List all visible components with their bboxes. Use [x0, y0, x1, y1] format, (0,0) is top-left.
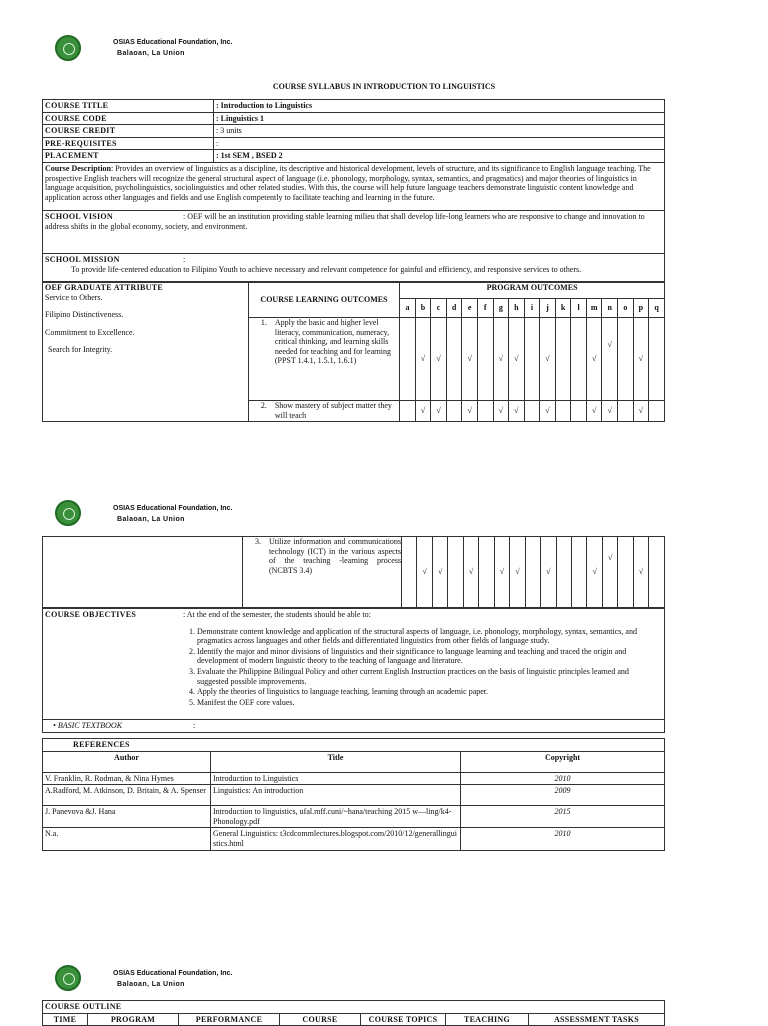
- ref-copyright: 2009: [461, 785, 665, 806]
- po-check-cell: [463, 537, 478, 608]
- po-check-cell: [446, 318, 462, 401]
- check-mark-icon: √: [498, 406, 503, 416]
- po-letter: h: [509, 299, 525, 318]
- po-check-cell: [415, 318, 431, 401]
- check-mark-icon: √: [467, 354, 472, 364]
- po-letter: q: [649, 299, 665, 318]
- po-check-cell: [400, 318, 416, 401]
- po-check-cell: [540, 401, 556, 422]
- clo-cell: [248, 401, 399, 422]
- institution-name: OSIAS Educational Foundation, Inc.: [113, 970, 233, 977]
- basic-textbook-colon: :: [193, 721, 196, 730]
- ref-title: Linguistics: An introduction: [211, 785, 461, 806]
- ref-author: J. Panevova &J. Hana: [43, 806, 211, 828]
- course-title-label: COURSE TITLE: [43, 100, 214, 113]
- po-check-cell: [431, 401, 447, 422]
- graduate-attributes: [43, 282, 249, 422]
- po-letter: e: [462, 299, 478, 318]
- mission-label: SCHOOL MISSION: [45, 254, 120, 264]
- po-check-cell: [633, 537, 648, 608]
- references-label: REFERENCES: [43, 739, 665, 752]
- attribute-item: Filipino Distinctiveness.: [45, 310, 124, 320]
- po-letter: a: [400, 299, 416, 318]
- po-letter: k: [555, 299, 571, 318]
- institution-location: Balaoan, La Union: [117, 981, 185, 988]
- po-letter: d: [446, 299, 462, 318]
- course-outline-table: [42, 1000, 665, 1026]
- po-check-cell: [417, 537, 432, 608]
- po-check-cell: [525, 537, 540, 608]
- objective-item: 4. Apply the theories of linguistics to language teaching, learning through an academic paper.: [197, 687, 660, 697]
- course-credit-label: COURSE CREDIT: [43, 125, 214, 138]
- institution-name: OSIAS Educational Foundation, Inc.: [113, 39, 233, 46]
- attribute-item: Service to Others.: [45, 292, 103, 302]
- vision-text: : OEF will be an institution providing stable learning milieu that shall develop life-long learners who are responsive to change and innovation to address shifts in the global economy, society, and environment.: [45, 211, 645, 231]
- school-mission: [43, 253, 665, 282]
- po-check-cell: [587, 537, 602, 608]
- check-mark-icon: √: [437, 567, 443, 577]
- mission-colon: :: [183, 254, 186, 264]
- po-letter: i: [524, 299, 540, 318]
- clo-text: Apply the basic and higher level literacy, communication, numeracy, critical thinking, and learning skills needed for teaching and for learning (PPST 1.4.1, 1.5.1, 1.6.1): [274, 318, 392, 366]
- objectives-label: COURSE OBJECTIVES: [45, 610, 137, 619]
- po-check-cell: [402, 537, 417, 608]
- po-check-cell: [494, 537, 509, 608]
- po-check-cell: [448, 537, 463, 608]
- po-check-cell: [618, 401, 634, 422]
- check-mark-icon: √: [591, 406, 597, 416]
- check-mark-icon: √: [498, 354, 503, 364]
- outline-col-course: COURSE: [280, 1013, 361, 1026]
- vision-label: SCHOOL VISION: [45, 211, 113, 221]
- po-check-cell: [572, 537, 587, 608]
- check-mark-icon: √: [591, 354, 597, 364]
- prereq-label: PRE-REQUISITES: [43, 137, 214, 150]
- check-mark-icon: √: [515, 567, 520, 577]
- objectives-table: [42, 608, 665, 733]
- po-letter: l: [571, 299, 587, 318]
- clo-row: [43, 537, 665, 608]
- check-mark-icon: √: [638, 406, 644, 416]
- po-check-cell: [556, 537, 571, 608]
- description-label: Course Description: [45, 163, 111, 173]
- po-check-cell: [432, 537, 447, 608]
- check-mark-icon: √: [607, 553, 613, 563]
- course-credit-value: : 3 units: [214, 125, 665, 138]
- check-mark-icon: √: [422, 567, 427, 577]
- empty-attribute-cell: [43, 537, 243, 608]
- course-info-table: [42, 99, 665, 283]
- ref-copyright: 2015: [461, 806, 665, 828]
- outline-col-teaching: TEACHING: [446, 1013, 529, 1026]
- po-header: PROGRAM OUTCOMES: [400, 282, 665, 299]
- po-check-cell: [446, 401, 462, 422]
- course-code-value: : Linguistics 1: [214, 112, 665, 125]
- po-check-cell: [509, 318, 525, 401]
- po-letter: f: [477, 299, 493, 318]
- po-check-cell: [524, 401, 540, 422]
- po-letter: g: [493, 299, 509, 318]
- mission-text: To provide life-centered education to Filipino Youth to achieve necessary and relevant competence for gainful and efficiency, and responsive services to others.: [71, 264, 582, 274]
- col-author: Author: [43, 751, 211, 772]
- objective-item: 5. Manifest the OEF core values.: [197, 698, 660, 708]
- clo-cell: [248, 318, 399, 401]
- page-title: COURSE SYLLABUS IN INTRODUCTION TO LINGUISTICS: [272, 82, 496, 91]
- check-mark-icon: √: [545, 406, 550, 416]
- po-check-cell: [571, 401, 587, 422]
- outline-col-assessment: ASSESSMENT TASKS: [529, 1013, 665, 1026]
- po-check-cell: [400, 401, 416, 422]
- course-title-value: : Introduction to Linguistics: [214, 100, 665, 113]
- check-mark-icon: √: [468, 567, 474, 577]
- check-mark-icon: √: [467, 406, 472, 416]
- check-mark-icon: √: [546, 567, 551, 577]
- po-check-cell: [479, 537, 494, 608]
- objectives-intro: : At the end of the semester, the students should be able to:: [183, 610, 371, 619]
- ref-title: Introduction to linguistics, ufal.mff.cuni/~hana/teaching 2015 w—ling/k4- Phonology.pdf: [211, 806, 461, 828]
- institution-location: Balaoan, La Union: [117, 50, 185, 57]
- po-check-cell: [649, 318, 665, 401]
- outcomes-table-continued: [42, 536, 665, 608]
- po-check-cell: [477, 401, 493, 422]
- po-check-cell: [602, 537, 617, 608]
- course-code-label: COURSE CODE: [43, 112, 214, 125]
- placement-label: PLACEMENT: [43, 150, 214, 163]
- col-title: Title: [211, 751, 461, 772]
- outline-label: COURSE OUTLINE: [43, 1001, 665, 1014]
- po-letter: n: [602, 299, 618, 318]
- ref-title: General Linguistics: t3cdcommlectures.blogspot.com/2010/12/generallinguistics.html: [211, 828, 461, 850]
- attribute-item: Commitment to Excellence.: [45, 327, 135, 337]
- attribute-item: Search for Integrity.: [48, 345, 113, 355]
- po-check-cell: [602, 401, 618, 422]
- po-letter: o: [618, 299, 634, 318]
- po-check-cell: [509, 401, 525, 422]
- ref-author: V. Franklin, R. Rodman, & Nina Hymes: [43, 772, 211, 785]
- description-text: : Provides an overview of linguistics as a discipline, its descriptive and historical development, levels of structure, and its significance to English language teaching. The prospective English teachers will recognize the general structural aspect of language (i.e. phonology, morphology, syntax, semantics, and pragmatics) and major theories of linguistics in language acquisition, psycholinguistics, sociolinguistics and other related studies. With this, the course will help future language teachers demonstrate linguistic content knowledge and application across other languages and fields and use English competently to facilitate teaching and learning in the future.: [45, 163, 651, 202]
- po-check-cell: [431, 318, 447, 401]
- clo-header: COURSE LEARNING OUTCOMES: [248, 282, 399, 318]
- course-objectives: [43, 609, 665, 720]
- po-check-cell: [586, 318, 602, 401]
- po-check-cell: [462, 401, 478, 422]
- po-letter: c: [431, 299, 447, 318]
- po-check-cell: [555, 318, 571, 401]
- institution-name: OSIAS Educational Foundation, Inc.: [113, 505, 233, 512]
- po-check-cell: [462, 318, 478, 401]
- outline-col-program: PROGRAM: [88, 1013, 179, 1026]
- objective-item: 1. Demonstrate content knowledge and application of the structural aspects of language, i.e. phonology, morphology, syntax, semantics, and pragmatics across languages and other fields and differentiated linguistics from other fields of language study.: [197, 627, 660, 646]
- objective-item: 3. Evaluate the Philippine Bilingual Policy and other current English Instruction practices on the basis of linguistic principles learned and suggested possible improvements.: [197, 667, 660, 686]
- basic-textbook-text: BASIC TEXTBOOK: [57, 721, 123, 730]
- ref-author: A.Radford, M. Atkinson, D. Britain, & A. Spenser: [43, 785, 211, 806]
- ref-copyright: 2010: [461, 828, 665, 850]
- po-check-cell: [571, 318, 587, 401]
- school-logo: [55, 35, 81, 61]
- check-mark-icon: √: [499, 567, 505, 577]
- school-vision: [43, 210, 665, 253]
- check-mark-icon: √: [436, 354, 441, 364]
- po-letter: j: [540, 299, 556, 318]
- check-mark-icon: √: [545, 354, 550, 364]
- po-check-cell: [493, 401, 509, 422]
- po-check-cell: [649, 537, 665, 608]
- ref-title: Introduction to Linguistics: [211, 772, 461, 785]
- po-check-cell: [524, 318, 540, 401]
- check-mark-icon: √: [638, 567, 644, 577]
- po-check-cell: [633, 318, 649, 401]
- clo-cell: [242, 537, 401, 608]
- check-mark-icon: √: [514, 406, 519, 416]
- school-logo: [55, 965, 81, 991]
- clo-number: 3.: [254, 537, 261, 546]
- basic-textbook-row: [43, 720, 665, 733]
- attribute-label: OEF GRADUATE ATTRIBUTE: [45, 283, 164, 292]
- clo-number: 2.: [260, 401, 267, 410]
- institution-location: Balaoan, La Union: [117, 516, 185, 523]
- outline-col-topics: COURSE TOPICS: [361, 1013, 446, 1026]
- po-check-cell: [493, 318, 509, 401]
- po-check-cell: [633, 401, 649, 422]
- ref-author: N.a.: [43, 828, 211, 850]
- po-check-cell: [477, 318, 493, 401]
- school-logo: [55, 500, 81, 526]
- check-mark-icon: √: [514, 354, 519, 364]
- col-copyright: Copyright: [461, 751, 665, 772]
- outline-col-time: TIME: [43, 1013, 88, 1026]
- basic-textbook-label: • BASIC TEXTBOOK: [53, 721, 123, 730]
- objective-item: 2. Identify the major and minor divisions of linguistics and their significance to language learning and teaching and traced the origin and development of modern linguistic theory to the teaching of language and literature.: [197, 647, 660, 666]
- clo-text: Utilize information and communications technology (ICT) in the various aspects of the teaching -learning process (NCBTS 3.4): [268, 537, 402, 575]
- check-mark-icon: √: [638, 354, 644, 364]
- prereq-value: :: [214, 137, 665, 150]
- ref-copyright: 2010: [461, 772, 665, 785]
- po-check-cell: [602, 318, 618, 401]
- check-mark-icon: √: [420, 354, 426, 364]
- check-mark-icon: √: [420, 406, 426, 416]
- po-check-cell: [555, 401, 571, 422]
- po-letter: m: [586, 299, 602, 318]
- po-letter: b: [415, 299, 431, 318]
- placement-value: : 1st SEM , BSED 2: [214, 150, 665, 163]
- po-check-cell: [510, 537, 525, 608]
- check-mark-icon: √: [607, 340, 612, 350]
- objectives-list: [45, 627, 662, 708]
- check-mark-icon: √: [607, 406, 612, 416]
- course-description: [43, 162, 665, 210]
- clo-text: Show mastery of subject matter they will teach: [274, 401, 392, 420]
- po-check-cell: [541, 537, 556, 608]
- po-letter: p: [633, 299, 649, 318]
- outline-col-performance: PERFORMANCE: [179, 1013, 280, 1026]
- po-check-cell: [618, 537, 633, 608]
- po-check-cell: [415, 401, 431, 422]
- po-check-cell: [586, 401, 602, 422]
- po-check-cell: [540, 318, 556, 401]
- po-check-cell: [649, 401, 665, 422]
- po-check-cell: [618, 318, 634, 401]
- outcomes-table: [42, 281, 665, 422]
- clo-number: 1.: [260, 318, 267, 327]
- check-mark-icon: √: [436, 406, 441, 416]
- references-table: [42, 738, 665, 851]
- check-mark-icon: √: [592, 567, 597, 577]
